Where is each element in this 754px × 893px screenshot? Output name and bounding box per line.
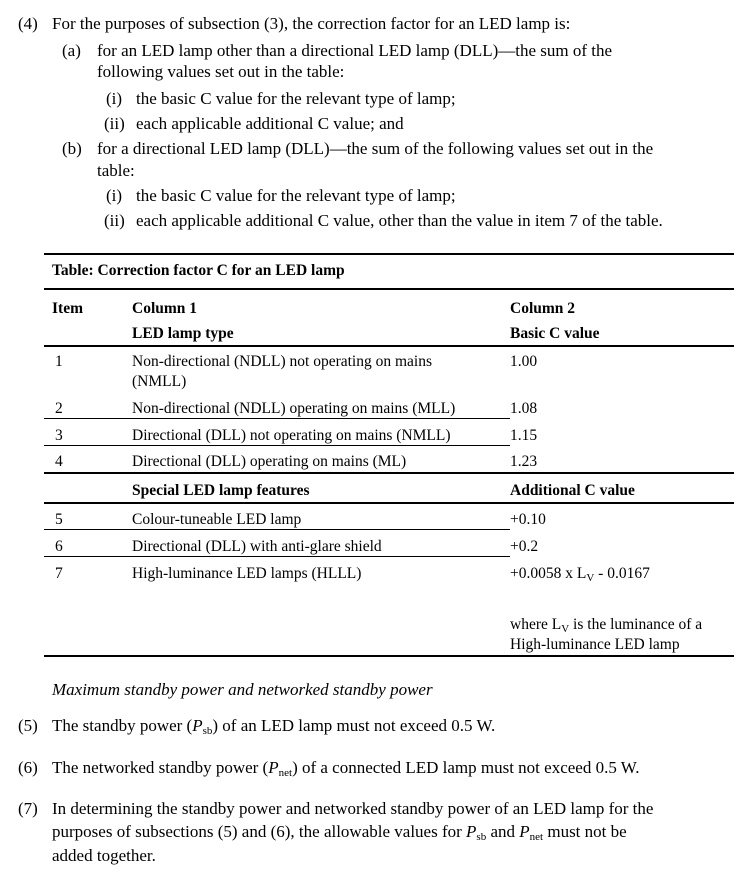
row3-type: Directional (DLL) not operating on mains (NMLL) bbox=[132, 427, 451, 444]
para4b-i-number: (i) bbox=[106, 186, 123, 205]
row5-rule bbox=[44, 529, 510, 530]
row1-type-line2: (NMLL) bbox=[132, 373, 187, 390]
para4a-line2: following values set out in the table: bbox=[97, 62, 345, 81]
para4a-i-number: (i) bbox=[106, 89, 123, 108]
row7-value: +0.0058 x $L_V - 0.0167$ bbox=[510, 565, 650, 584]
row2-item: 2 bbox=[55, 400, 63, 417]
header-item: Item bbox=[52, 300, 83, 317]
para4a-number: (a) bbox=[62, 41, 81, 60]
para4b-ii-number: (ii) bbox=[104, 211, 125, 230]
row7-feature: High-luminance LED lamps (HLLL) bbox=[132, 565, 362, 582]
special-features-header: Special LED lamp features bbox=[132, 482, 310, 499]
row5-feature: Colour-tuneable LED lamp bbox=[132, 511, 302, 528]
table-title: Table: Correction factor C for an LED lamp bbox=[52, 262, 345, 279]
row6-value: +0.2 bbox=[510, 538, 539, 555]
para4a-ii-number: (ii) bbox=[104, 114, 125, 133]
row2-type: Non-directional (NDLL) operating on mains (MLL) bbox=[132, 400, 456, 417]
para7-number: (7) bbox=[18, 799, 38, 818]
section-heading: Maximum standby power and networked standby power bbox=[52, 680, 433, 699]
row2-rule bbox=[44, 418, 510, 419]
para4-number: (4) bbox=[18, 14, 38, 33]
special-header-rule bbox=[44, 502, 734, 504]
luminance-note-line1: where $L_V$ is the luminance of a bbox=[510, 616, 703, 635]
row3-value: 1.15 bbox=[510, 427, 538, 444]
para4b-number: (b) bbox=[62, 139, 82, 158]
row1-item: 1 bbox=[55, 353, 63, 370]
row2-value: 1.08 bbox=[510, 400, 538, 417]
para7-line2: purposes of subsections (5) and (6), the allowable values for $P_{sb}$ and $P_{net}$ must not be bbox=[52, 822, 627, 843]
para4b-line2: table: bbox=[97, 161, 135, 180]
row1-type-line1: Non-directional (NDLL) not operating on mains bbox=[132, 353, 433, 370]
table-bottom-rule bbox=[44, 655, 734, 657]
para5-number: (5) bbox=[18, 716, 38, 735]
para5-text: The standby power $(P_{sb})$ of an LED lamp must not exceed 0.5 W. bbox=[52, 716, 496, 737]
para4b-i-text: the basic C value for the relevant type of lamp; bbox=[136, 186, 456, 205]
row4-value: 1.23 bbox=[510, 453, 538, 470]
para4a-ii-text: each applicable additional C value; and bbox=[136, 114, 404, 133]
row4-rule bbox=[44, 472, 734, 474]
para7-line3: added together. bbox=[52, 846, 156, 865]
luminance-note-line2: High-luminance LED lamp bbox=[510, 636, 680, 653]
para4b-ii-text: each applicable additional C value, other than the value in item 7 of the table. bbox=[136, 211, 663, 230]
row4-type: Directional (DLL) operating on mains (ML) bbox=[132, 453, 407, 470]
row4-item: 4 bbox=[55, 453, 63, 470]
row1-value: 1.00 bbox=[510, 353, 538, 370]
row7-item: 7 bbox=[55, 565, 63, 582]
row3-item: 3 bbox=[55, 427, 63, 444]
header-rule bbox=[44, 345, 734, 347]
para4a-i-text: the basic C value for the relevant type of lamp; bbox=[136, 89, 456, 108]
para6-text: The networked standby power $(P_{net})$ of a connected LED lamp must not exceed 0.5 W. bbox=[52, 758, 640, 779]
para4b-line1: for a directional LED lamp (DLL)—the sum of the following values set out in the bbox=[97, 139, 654, 158]
row5-value: +0.10 bbox=[510, 511, 546, 528]
row3-rule bbox=[44, 445, 510, 446]
header-column2: Column 2 bbox=[510, 300, 576, 317]
row6-item: 6 bbox=[55, 538, 63, 555]
table-top-rule bbox=[44, 253, 734, 255]
para4-text: For the purposes of subsection (3), the correction factor for an LED lamp is: bbox=[52, 14, 571, 33]
header-basic-c-value: Basic C value bbox=[510, 325, 600, 342]
para4a-line1: for an LED lamp other than a directional LED lamp (DLL)—the sum of the bbox=[97, 41, 613, 60]
para7-line1: In determining the standby power and networked standby power of an LED lamp for the bbox=[52, 799, 654, 818]
header-column1: Column 1 bbox=[132, 300, 198, 317]
row6-feature: Directional (DLL) with anti-glare shield bbox=[132, 538, 382, 555]
additional-c-value-header: Additional C value bbox=[510, 482, 635, 499]
header-lamp-type: LED lamp type bbox=[132, 325, 234, 342]
row5-item: 5 bbox=[55, 511, 63, 528]
para6-number: (6) bbox=[18, 758, 38, 777]
table-title-rule bbox=[44, 288, 734, 290]
row6-rule bbox=[44, 556, 510, 557]
